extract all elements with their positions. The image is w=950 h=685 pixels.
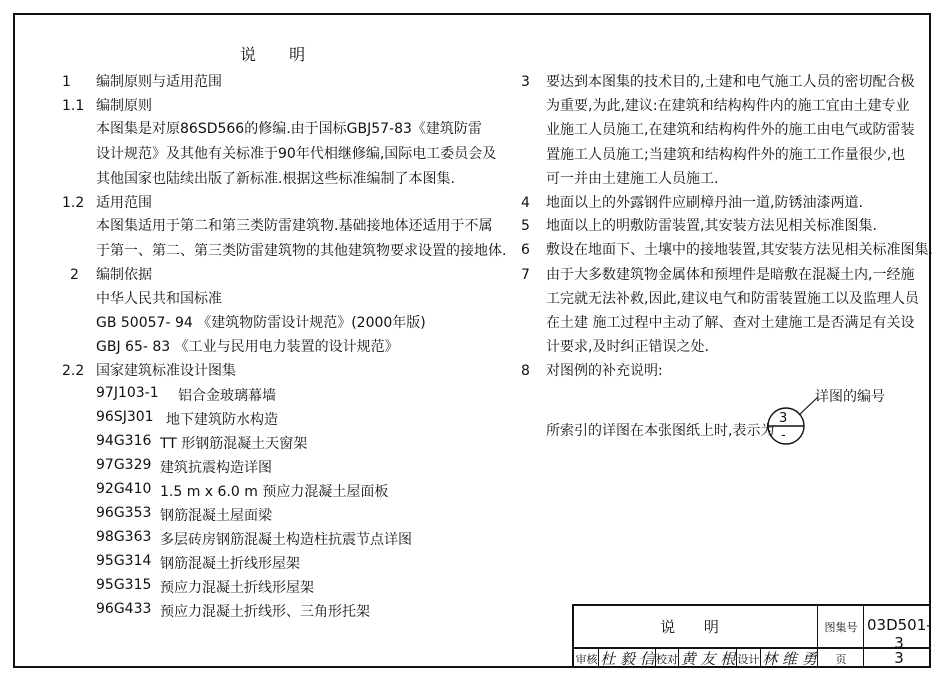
section-2-number: 2 xyxy=(70,267,79,283)
section-3-line: 可一并由土建施工人员施工. xyxy=(546,171,719,187)
section-2-title: 编制依据 xyxy=(96,267,152,283)
atlas-code: 97J103-1 xyxy=(96,385,159,401)
atlas-number-label: 图集号 xyxy=(824,621,858,634)
section-1-2-number: 1.2 xyxy=(62,195,85,211)
atlas-name: 建筑抗震构造详图 xyxy=(160,460,272,476)
section-5-number: 5 xyxy=(521,218,530,234)
page-number: 3 xyxy=(894,649,904,667)
section-2-2-number: 2.2 xyxy=(62,363,85,379)
atlas-name: 钢筋混凝土折线形屋架 xyxy=(160,556,300,572)
page-title: 说 明 xyxy=(240,45,320,64)
check-label: 校对 xyxy=(656,653,678,666)
section-8-text: 对图例的补充说明: xyxy=(546,363,663,379)
section-4-number: 4 xyxy=(521,195,530,211)
atlas-code: 96G353 xyxy=(96,505,152,521)
section-1-1-line: 本图集是对原86SD566的修编.由于国标GBJ57-83《建筑防雷 xyxy=(96,121,482,137)
atlas-name: 钢筋混凝土屋面梁 xyxy=(160,508,272,524)
title-block-title: 说 明 xyxy=(660,618,731,636)
standard-gb50057: GB 50057- 94 《建筑物防雷设计规范》(2000年版) xyxy=(96,315,426,331)
atlas-code: 96SJ301 xyxy=(96,409,154,425)
atlas-code: 97G329 xyxy=(96,457,152,473)
section-1-2-line: 于第一、第二、第三类防雷建筑物的其他建筑物要求设置的接地体. xyxy=(96,243,507,259)
section-6-text: 敷设在地面下、土壤中的接地装置,其安装方法见相关标准图集. xyxy=(546,242,933,258)
section-7-line: 工完就无法补救,因此,建议电气和防雷装置施工以及监理人员 xyxy=(546,291,919,307)
detail-number: 3 xyxy=(779,411,788,426)
detail-number-label: 详图的编号 xyxy=(815,389,885,405)
section-1-1-line: 设计规范》及其他有关标准于90年代相继修编,国际电工委员会及 xyxy=(96,146,497,162)
section-5-text: 地面以上的明敷防雷装置,其安装方法见相关标准图集. xyxy=(546,218,877,234)
atlas-code: 98G363 xyxy=(96,529,152,545)
section-2-line: 中华人民共和国标准 xyxy=(96,291,222,307)
atlas-name: 地下建筑防水构造 xyxy=(166,412,278,428)
section-3-number: 3 xyxy=(521,74,530,90)
standard-gbj65: GBJ 65- 83 《工业与民用电力装置的设计规范》 xyxy=(96,339,399,355)
title-block xyxy=(572,604,931,668)
atlas-name: 1.5 m x 6.0 m 预应力混凝土屋面板 xyxy=(160,484,389,500)
atlas-name: TT 形钢筋混凝土天窗架 xyxy=(160,436,308,452)
atlas-name: 预应力混凝土折线形屋架 xyxy=(160,580,314,596)
section-4-text: 地面以上的外露钢件应刷樟丹油一道,防锈油漆两道. xyxy=(546,195,863,211)
section-7-line: 在土建 施工过程中主动了解、查对土建施工是否满足有关设 xyxy=(546,315,915,331)
design-signature: 林 维 勇 xyxy=(762,650,817,668)
review-signature: 杜 毅 信 xyxy=(600,650,655,668)
section-1-title: 编制原则与适用范围 xyxy=(96,74,222,90)
section-3-line: 置施工人员施工;当建筑和结构构件外的施工工作量很少,也 xyxy=(546,147,906,163)
section-1-1-line: 其他国家也陆续出版了新标准.根据这些标准编制了本图集. xyxy=(96,171,455,187)
atlas-number: 03D501-3 xyxy=(867,616,932,652)
atlas-code: 92G410 xyxy=(96,481,152,497)
section-2-2-title: 国家建筑标准设计图集 xyxy=(96,363,236,379)
section-7-number: 7 xyxy=(521,267,530,283)
section-1-1-title: 编制原则 xyxy=(96,98,152,114)
atlas-code: 95G314 xyxy=(96,553,152,569)
atlas-name: 铝合金玻璃幕墙 xyxy=(178,388,276,404)
section-6-number: 6 xyxy=(521,242,530,258)
section-1-number: 1 xyxy=(62,74,71,90)
design-label: 设计 xyxy=(737,653,760,666)
detail-sheet-mark: - xyxy=(781,428,786,443)
atlas-code: 95G315 xyxy=(96,577,152,593)
atlas-code: 96G433 xyxy=(96,601,152,617)
section-3-line: 为重要,为此,建议:在建筑和结构构件内的施工宜由土建专业 xyxy=(546,98,910,114)
page-label: 页 xyxy=(835,653,847,666)
section-3-line: 要达到本图集的技术目的,土建和电气施工人员的密切配合极 xyxy=(546,74,915,90)
review-label: 审核 xyxy=(575,653,598,666)
check-signature: 黄 友 根 xyxy=(680,650,736,668)
atlas-name: 预应力混凝土折线形、三角形托架 xyxy=(160,604,370,620)
section-3-line: 业施工人员施工,在建筑和结构构件外的施工由电气或防雷装 xyxy=(546,122,915,138)
section-7-line: 计要求,及时纠正错误之处. xyxy=(546,339,709,355)
legend-caption: 所索引的详图在本张图纸上时,表示为 xyxy=(546,423,775,439)
section-1-2-line: 本图集适用于第二和第三类防雷建筑物.基础接地体还适用于不属 xyxy=(96,218,493,234)
section-7-line: 由于大多数建筑物金属体和预埋件是暗敷在混凝土内,一经施 xyxy=(546,267,915,283)
section-8-number: 8 xyxy=(521,363,530,379)
section-1-2-title: 适用范围 xyxy=(96,195,152,211)
section-1-1-number: 1.1 xyxy=(62,98,85,114)
atlas-name: 多层砖房钢筋混凝土构造柱抗震节点详图 xyxy=(160,532,412,548)
atlas-code: 94G316 xyxy=(96,433,152,449)
